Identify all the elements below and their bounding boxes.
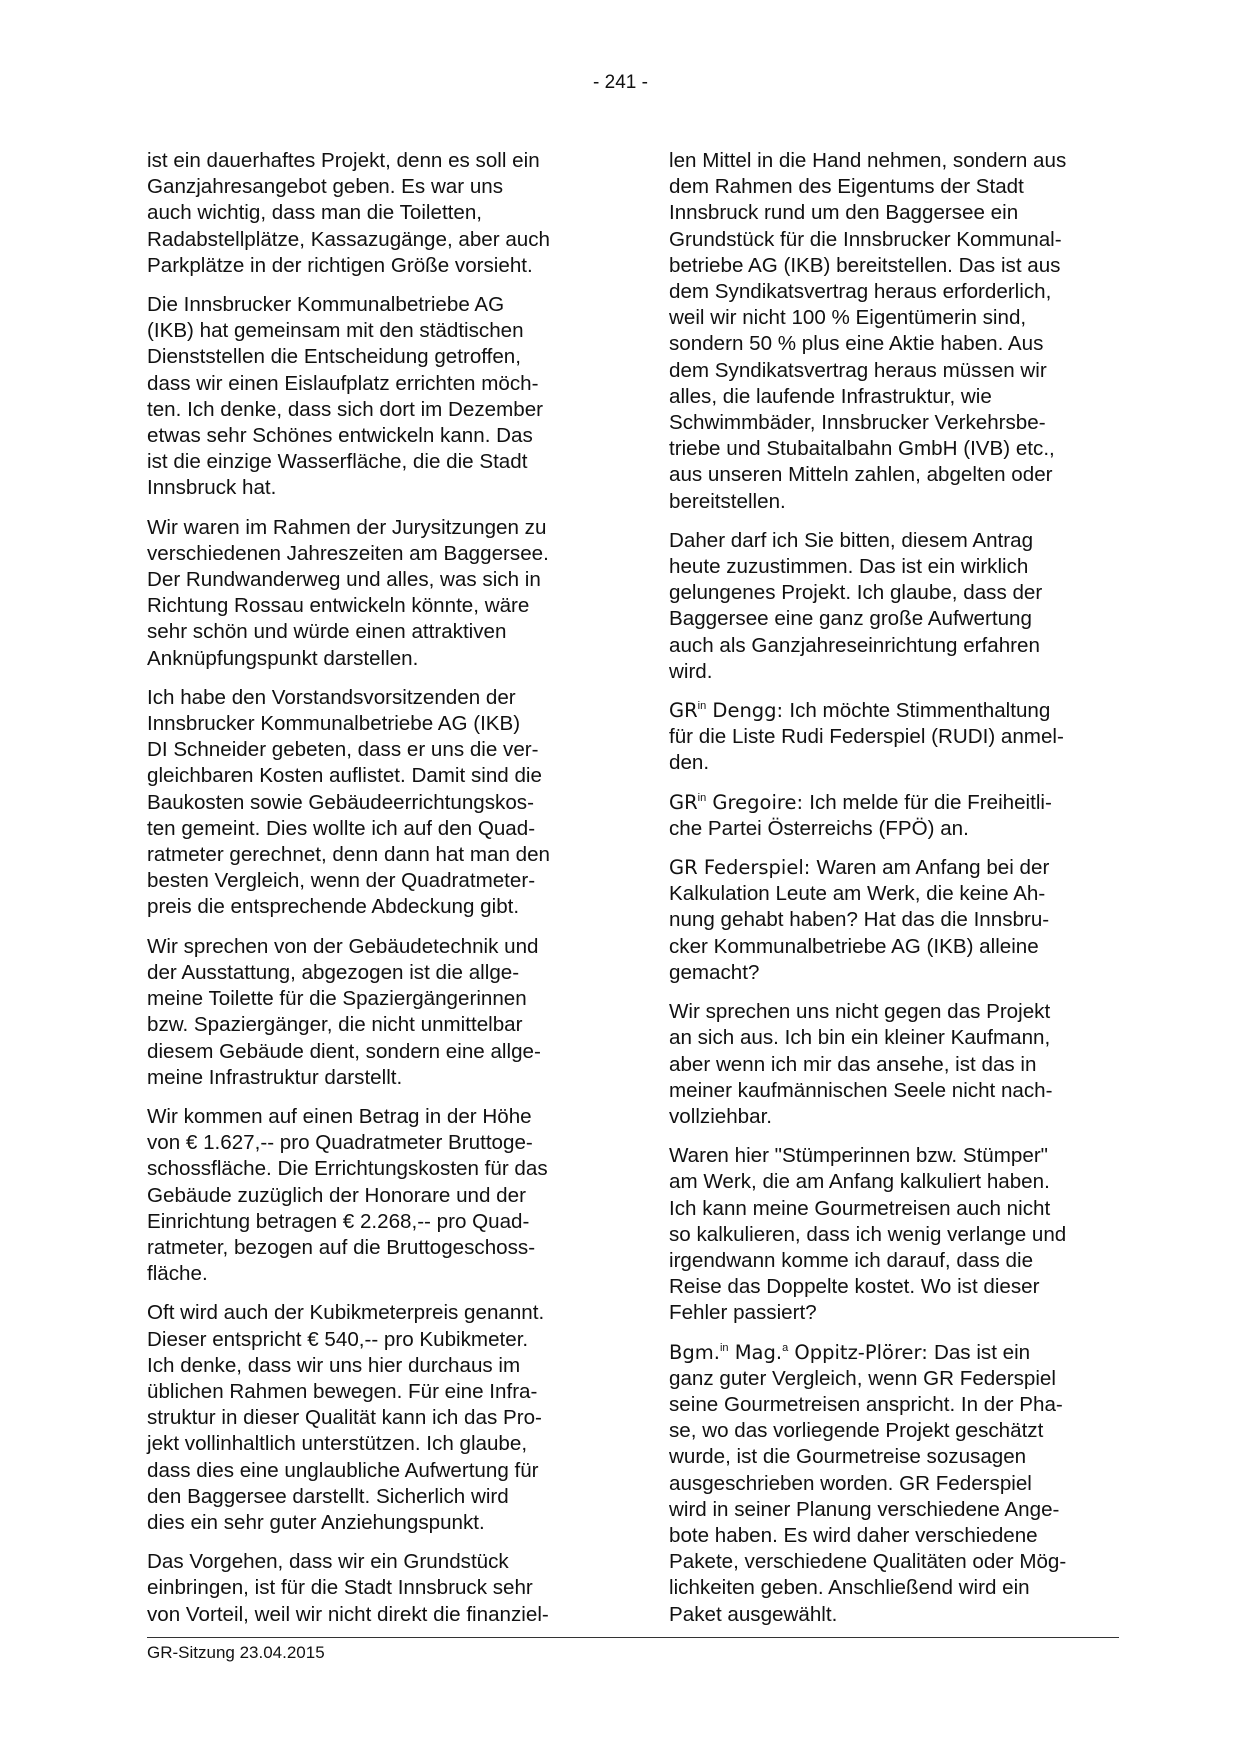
speaker-name: GR Federspiel: <box>669 856 817 880</box>
superscript: in <box>697 791 707 804</box>
paragraph: len Mittel in die Hand nehmen, sondern aus dem Rahmen des Eigentums der Stadt Innsbruck rund um den Baggersee ein Grundstück für die Innsbrucker Kommunal- betriebe AG (IKB) bereitstellen. Das ist aus dem Syndikatsvertrag heraus erforderlich, weil wir nicht 100 % Eigentümerin sind, sondern 50 % plus eine Aktie haben. Aus dem Syndikatsvertrag heraus müssen wir alles, die laufende Infrastruktur, wie Schwimmbäder, Innsbrucker Verkehrsbe- triebe und Stubaitalbahn GmbH (IVB) etc., aus unseren Mitteln zahlen, abgelten oder bereitstellen. <box>669 149 1067 513</box>
speaker-paragraph-dengg <box>669 698 1129 777</box>
speaker-paragraph-gregoire <box>669 790 1129 842</box>
left-column <box>147 148 597 1641</box>
paragraph: Wir waren im Rahmen der Jurysitzungen zu verschiedenen Jahreszeiten am Baggersee. Der Rundwanderweg und alles, was sich in Richtung Rossau entwickeln könnte, wäre sehr schön und würde einen attraktiven Anknüpfungspunkt darstellen. <box>147 515 549 670</box>
paragraph: Ich habe den Vorstandsvorsitzenden der Innsbrucker Kommunalbetriebe AG (IKB) DI Schneider gebeten, dass er uns die ver- gleichbaren Kosten auflistet. Damit sind die Baukosten sowie Gebäudeerrichtungskos- ten gemeint. Dies wollte ich auf den Quad- ratmeter gerechnet, denn dann hat man den besten Vergleich, wenn der Quadratmeter- preis die entsprechende Abdeckung gibt. <box>147 685 550 919</box>
paragraph: Die Innsbrucker Kommunalbetriebe AG (IKB) hat gemeinsam mit den städtischen Dienststellen die Entscheidung getroffen, dass wir einen Eislaufplatz errichten möch- ten. Ich denke, dass sich dort im Dezember etwas sehr Schönes entwickeln kann. Das ist die einzige Wasserfläche, die die Stadt Innsbruck hat. <box>147 293 544 500</box>
speaker-name: Dengg: <box>706 699 790 723</box>
superscript: in <box>719 1341 729 1354</box>
speaker-title: GR <box>669 699 698 723</box>
paragraph: ist ein dauerhaftes Projekt, denn es soll ein Ganzjahresangebot geben. Es war uns auch wichtig, dass man die Toiletten, Radabstellplätze, Kassazugänge, aber auch Parkplätze in der richtigen Größe vorsieht. <box>147 149 550 277</box>
speaker-title: GR <box>669 790 698 814</box>
paragraph: Wir sprechen von der Gebäudetechnik und der Ausstattung, abgezogen ist die allge- meine Toilette für die Spaziergängerinnen bzw. Spaziergänger, die nicht unmittelbar diesem Gebäude dient, sondern eine allge- meine Infrastruktur darstellt. <box>147 934 541 1089</box>
paragraph: Wir sprechen uns nicht gegen das Projekt an sich aus. Ich bin ein kleiner Kaufmann, aber wenn ich mir das ansehe, ist das in meiner kaufmännischen Seele nicht nach- vollziehbar. <box>669 1000 1053 1128</box>
speaker-title: Mag. <box>728 1340 783 1364</box>
speaker-title: Bgm. <box>669 1340 720 1364</box>
paragraph: Waren hier "Stümperinnen bzw. Stümper" am Werk, die am Anfang kalkuliert haben. Ich kann meine Gourmetreisen auch nicht so kalkulieren, dass ich wenig verlange und irgendwann komme ich darauf, dass die Reise das Doppelte kostet. Wo ist dieser Fehler passiert? <box>669 1144 1067 1325</box>
paragraph: Das Vorgehen, dass wir ein Grundstück einbringen, ist für die Stadt Innsbruck sehr von Vorteil, weil wir nicht direkt die finanziel- <box>147 1550 549 1626</box>
superscript: in <box>697 700 707 713</box>
speech-text: Das ist ein ganz guter Vergleich, wenn GR Federspiel seine Gourmetreisen anspricht. In der Pha- se, wo das vorliegende Projekt geschätzt wurde, ist die Gourmetreise sozusagen ausgeschrieben worden. GR Federspiel wird in seiner Planung verschiedene Ange- bote haben. Es wird daher verschiedene Pakete, verschiedene Qualitäten oder Mög- lichkeiten geben. Anschließend wird ein Paket ausgewählt. <box>669 1340 1067 1626</box>
paragraph: Oft wird auch der Kubikmeterpreis genannt. Dieser entspricht € 540,-- pro Kubikmeter. Ich denke, dass wir uns hier durchaus im üblichen Rahmen bewegen. Für eine Infra- struktur in dieser Qualität kann ich das Pro- jekt vollinhaltlich unterstützen. Ich glaube, dass dies eine unglaubliche Aufwertung für den Baggersee darstellt. Sicherlich wird dies ein sehr guter Anziehungspunkt. <box>147 1301 545 1534</box>
speech-text: Ich möchte Stimmenthaltung für die Liste Rudi Federspiel (RUDI) anmel- den. <box>669 699 1064 775</box>
superscript: a <box>782 1341 789 1354</box>
speech-text: Waren am Anfang bei der Kalkulation Leute am Werk, die keine Ah- nung gehabt haben? Hat das die Innsbru- cker Kommunalbetriebe AG (IKB) alleine gemacht? <box>669 856 1050 984</box>
page-number: - 241 - <box>593 72 648 93</box>
footer-session-date: GR-Sitzung 23.04.2015 <box>147 1643 325 1662</box>
right-column <box>669 148 1129 1641</box>
speaker-name: Gregoire: <box>706 790 810 814</box>
speaker-paragraph-mayor <box>669 1340 1129 1628</box>
speech-text: Ich melde für die Freiheitli- che Partei Österreichs (FPÖ) an. <box>669 790 1052 840</box>
speaker-paragraph-federspiel <box>669 855 1129 986</box>
paragraph: Daher darf ich Sie bitten, diesem Antrag heute zuzustimmen. Das ist ein wirklich gelungenes Projekt. Ich glaube, dass der Baggersee eine ganz große Aufwertung auch als Ganzjahreseinrichtung erfahren wird. <box>669 528 1043 683</box>
footer-divider <box>147 1637 1119 1638</box>
paragraph: Wir kommen auf einen Betrag in der Höhe von € 1.627,-- pro Quadratmeter Bruttoge- schossfläche. Die Errichtungskosten für das Gebäude zuzüglich der Honorare und der Einrichtung betragen € 2.268,-- pro Quad- ratmeter, bezogen auf die Bruttogeschoss- fläche. <box>147 1104 548 1286</box>
speaker-name: Oppitz-Plörer: <box>788 1340 934 1364</box>
